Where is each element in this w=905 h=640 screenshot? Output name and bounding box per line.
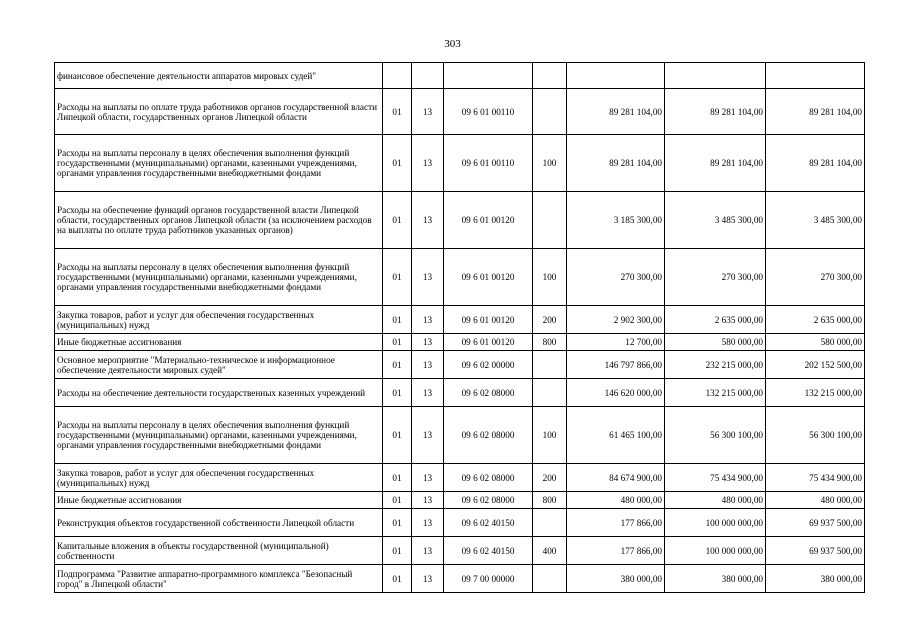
row-section: 01 xyxy=(383,565,412,593)
row-name: Расходы на выплаты персоналу в целях обеспечения выполнения функций государственными (муниципальными) органами, казенными учреждениями, органами управления государственными внебюджетными фондами xyxy=(55,249,383,306)
table-row xyxy=(55,135,865,192)
row-target-article: 09 6 01 00110 xyxy=(444,135,533,192)
row-target-article: 09 6 02 08000 xyxy=(444,464,533,492)
table-row xyxy=(55,464,865,492)
row-expense-type xyxy=(533,192,567,249)
row-expense-type: 100 xyxy=(533,135,567,192)
table-row xyxy=(55,351,865,379)
row-name: Закупка товаров, работ и услуг для обеспечения государственных (муниципальных) нужд xyxy=(55,306,383,334)
row-amount-year-1: 146 620 000,00 xyxy=(567,379,665,407)
row-name: Расходы на выплаты персоналу в целях обеспечения выполнения функций государственными (муниципальными) органами, казенными учреждениями, органами управления государственными внебюджетными фондами xyxy=(55,135,383,192)
row-amount-year-1: 12 700,00 xyxy=(567,334,665,351)
row-section: 01 xyxy=(383,306,412,334)
row-section: 01 xyxy=(383,89,412,135)
row-amount-year-2: 132 215 000,00 xyxy=(665,379,766,407)
row-name: Расходы на обеспечение функций органов государственной власти Липецкой области, государственных органов Липецкой области (за исключением расходов на выплаты по оплате труда работников указанных органов) xyxy=(55,192,383,249)
row-target-article xyxy=(444,63,533,89)
table-row xyxy=(55,334,865,351)
row-amount-year-3: 480 000,00 xyxy=(766,492,865,509)
row-amount-year-3 xyxy=(766,63,865,89)
row-section: 01 xyxy=(383,509,412,537)
table-row xyxy=(55,407,865,464)
row-subsection: 13 xyxy=(412,306,444,334)
row-expense-type xyxy=(533,379,567,407)
row-target-article: 09 6 01 00120 xyxy=(444,249,533,306)
row-amount-year-2: 56 300 100,00 xyxy=(665,407,766,464)
row-expense-type xyxy=(533,509,567,537)
row-amount-year-3: 69 937 500,00 xyxy=(766,509,865,537)
row-name: Иные бюджетные ассигнования xyxy=(55,492,383,509)
row-name: финансовое обеспечение деятельности аппаратов мировых судей" xyxy=(55,63,383,89)
row-amount-year-2: 270 300,00 xyxy=(665,249,766,306)
row-section: 01 xyxy=(383,492,412,509)
row-amount-year-1: 3 185 300,00 xyxy=(567,192,665,249)
row-amount-year-1: 89 281 104,00 xyxy=(567,135,665,192)
row-subsection: 13 xyxy=(412,565,444,593)
row-amount-year-1: 380 000,00 xyxy=(567,565,665,593)
table-row xyxy=(55,492,865,509)
row-target-article: 09 6 01 00120 xyxy=(444,306,533,334)
row-amount-year-2: 89 281 104,00 xyxy=(665,135,766,192)
row-expense-type: 800 xyxy=(533,492,567,509)
row-name: Реконструкция объектов государственной собственности Липецкой области xyxy=(55,509,383,537)
row-section: 01 xyxy=(383,351,412,379)
row-target-article: 09 6 02 00000 xyxy=(444,351,533,379)
row-target-article: 09 6 01 00120 xyxy=(444,192,533,249)
row-subsection: 13 xyxy=(412,334,444,351)
row-amount-year-3: 89 281 104,00 xyxy=(766,135,865,192)
row-target-article: 09 6 02 08000 xyxy=(444,379,533,407)
row-expense-type: 400 xyxy=(533,537,567,565)
row-amount-year-2: 75 434 900,00 xyxy=(665,464,766,492)
row-section xyxy=(383,63,412,89)
row-name: Закупка товаров, работ и услуг для обеспечения государственных (муниципальных) нужд xyxy=(55,464,383,492)
row-amount-year-3: 2 635 000,00 xyxy=(766,306,865,334)
table-row xyxy=(55,565,865,593)
row-amount-year-2: 100 000 000,00 xyxy=(665,537,766,565)
table-row xyxy=(55,249,865,306)
row-section: 01 xyxy=(383,407,412,464)
row-amount-year-3: 56 300 100,00 xyxy=(766,407,865,464)
row-amount-year-1: 2 902 300,00 xyxy=(567,306,665,334)
row-amount-year-2: 100 000 000,00 xyxy=(665,509,766,537)
row-target-article: 09 6 02 08000 xyxy=(444,407,533,464)
row-target-article: 09 6 02 40150 xyxy=(444,509,533,537)
row-amount-year-3: 75 434 900,00 xyxy=(766,464,865,492)
row-amount-year-3: 270 300,00 xyxy=(766,249,865,306)
row-expense-type xyxy=(533,89,567,135)
row-amount-year-3: 202 152 500,00 xyxy=(766,351,865,379)
row-amount-year-1: 177 866,00 xyxy=(567,537,665,565)
row-subsection xyxy=(412,63,444,89)
row-amount-year-2: 2 635 000,00 xyxy=(665,306,766,334)
table-row xyxy=(55,306,865,334)
row-subsection: 13 xyxy=(412,464,444,492)
row-section: 01 xyxy=(383,192,412,249)
row-name: Подпрограмма "Развитие аппаратно-программного комплекса "Безопасный город" в Липецкой области" xyxy=(55,565,383,593)
row-amount-year-1: 480 000,00 xyxy=(567,492,665,509)
row-expense-type: 100 xyxy=(533,407,567,464)
row-subsection: 13 xyxy=(412,537,444,565)
row-amount-year-2: 3 485 300,00 xyxy=(665,192,766,249)
row-amount-year-3: 69 937 500,00 xyxy=(766,537,865,565)
row-target-article: 09 6 02 08000 xyxy=(444,492,533,509)
row-expense-type: 200 xyxy=(533,306,567,334)
row-expense-type xyxy=(533,63,567,89)
row-target-article: 09 6 01 00120 xyxy=(444,334,533,351)
row-subsection: 13 xyxy=(412,249,444,306)
row-name: Капитальные вложения в объекты государственной (муниципальной) собственности xyxy=(55,537,383,565)
row-subsection: 13 xyxy=(412,89,444,135)
row-expense-type: 200 xyxy=(533,464,567,492)
row-expense-type xyxy=(533,565,567,593)
row-amount-year-1: 270 300,00 xyxy=(567,249,665,306)
row-target-article: 09 6 02 40150 xyxy=(444,537,533,565)
row-name: Расходы на выплаты персоналу в целях обеспечения выполнения функций государственными (муниципальными) органами, казенными учреждениями, органами управления государственными внебюджетными фондами xyxy=(55,407,383,464)
row-amount-year-1: 146 797 866,00 xyxy=(567,351,665,379)
table-row xyxy=(55,379,865,407)
row-section: 01 xyxy=(383,249,412,306)
row-section: 01 xyxy=(383,379,412,407)
row-name: Иные бюджетные ассигнования xyxy=(55,334,383,351)
row-section: 01 xyxy=(383,537,412,565)
row-subsection: 13 xyxy=(412,379,444,407)
row-amount-year-1: 89 281 104,00 xyxy=(567,89,665,135)
table-row xyxy=(55,509,865,537)
row-subsection: 13 xyxy=(412,192,444,249)
row-amount-year-2: 480 000,00 xyxy=(665,492,766,509)
page-number: 303 xyxy=(444,38,461,50)
row-amount-year-2 xyxy=(665,63,766,89)
row-section: 01 xyxy=(383,334,412,351)
row-amount-year-3: 132 215 000,00 xyxy=(766,379,865,407)
row-amount-year-1: 84 674 900,00 xyxy=(567,464,665,492)
row-amount-year-2: 580 000,00 xyxy=(665,334,766,351)
row-amount-year-3: 380 000,00 xyxy=(766,565,865,593)
row-section: 01 xyxy=(383,135,412,192)
row-expense-type: 100 xyxy=(533,249,567,306)
row-amount-year-1 xyxy=(567,63,665,89)
row-name: Основное мероприятие "Материально-техническое и информационное обеспечение деятельности мировых судей" xyxy=(55,351,383,379)
row-amount-year-2: 89 281 104,00 xyxy=(665,89,766,135)
row-amount-year-2: 380 000,00 xyxy=(665,565,766,593)
row-target-article: 09 7 00 00000 xyxy=(444,565,533,593)
row-subsection: 13 xyxy=(412,492,444,509)
row-amount-year-1: 61 465 100,00 xyxy=(567,407,665,464)
table-row xyxy=(55,537,865,565)
row-subsection: 13 xyxy=(412,351,444,379)
row-expense-type: 800 xyxy=(533,334,567,351)
row-subsection: 13 xyxy=(412,509,444,537)
row-section: 01 xyxy=(383,464,412,492)
row-subsection: 13 xyxy=(412,135,444,192)
row-name: Расходы на выплаты по оплате труда работников органов государственной власти Липецкой области, государственных органов Липецкой области xyxy=(55,89,383,135)
row-amount-year-2: 232 215 000,00 xyxy=(665,351,766,379)
row-amount-year-3: 89 281 104,00 xyxy=(766,89,865,135)
row-subsection: 13 xyxy=(412,407,444,464)
row-amount-year-1: 177 866,00 xyxy=(567,509,665,537)
table-row xyxy=(55,192,865,249)
row-expense-type xyxy=(533,351,567,379)
row-amount-year-3: 580 000,00 xyxy=(766,334,865,351)
table-row xyxy=(55,89,865,135)
row-name: Расходы на обеспечение деятельности государственных казенных учреждений xyxy=(55,379,383,407)
row-amount-year-3: 3 485 300,00 xyxy=(766,192,865,249)
table-row xyxy=(55,63,865,89)
row-target-article: 09 6 01 00110 xyxy=(444,89,533,135)
budget-table xyxy=(54,62,865,593)
